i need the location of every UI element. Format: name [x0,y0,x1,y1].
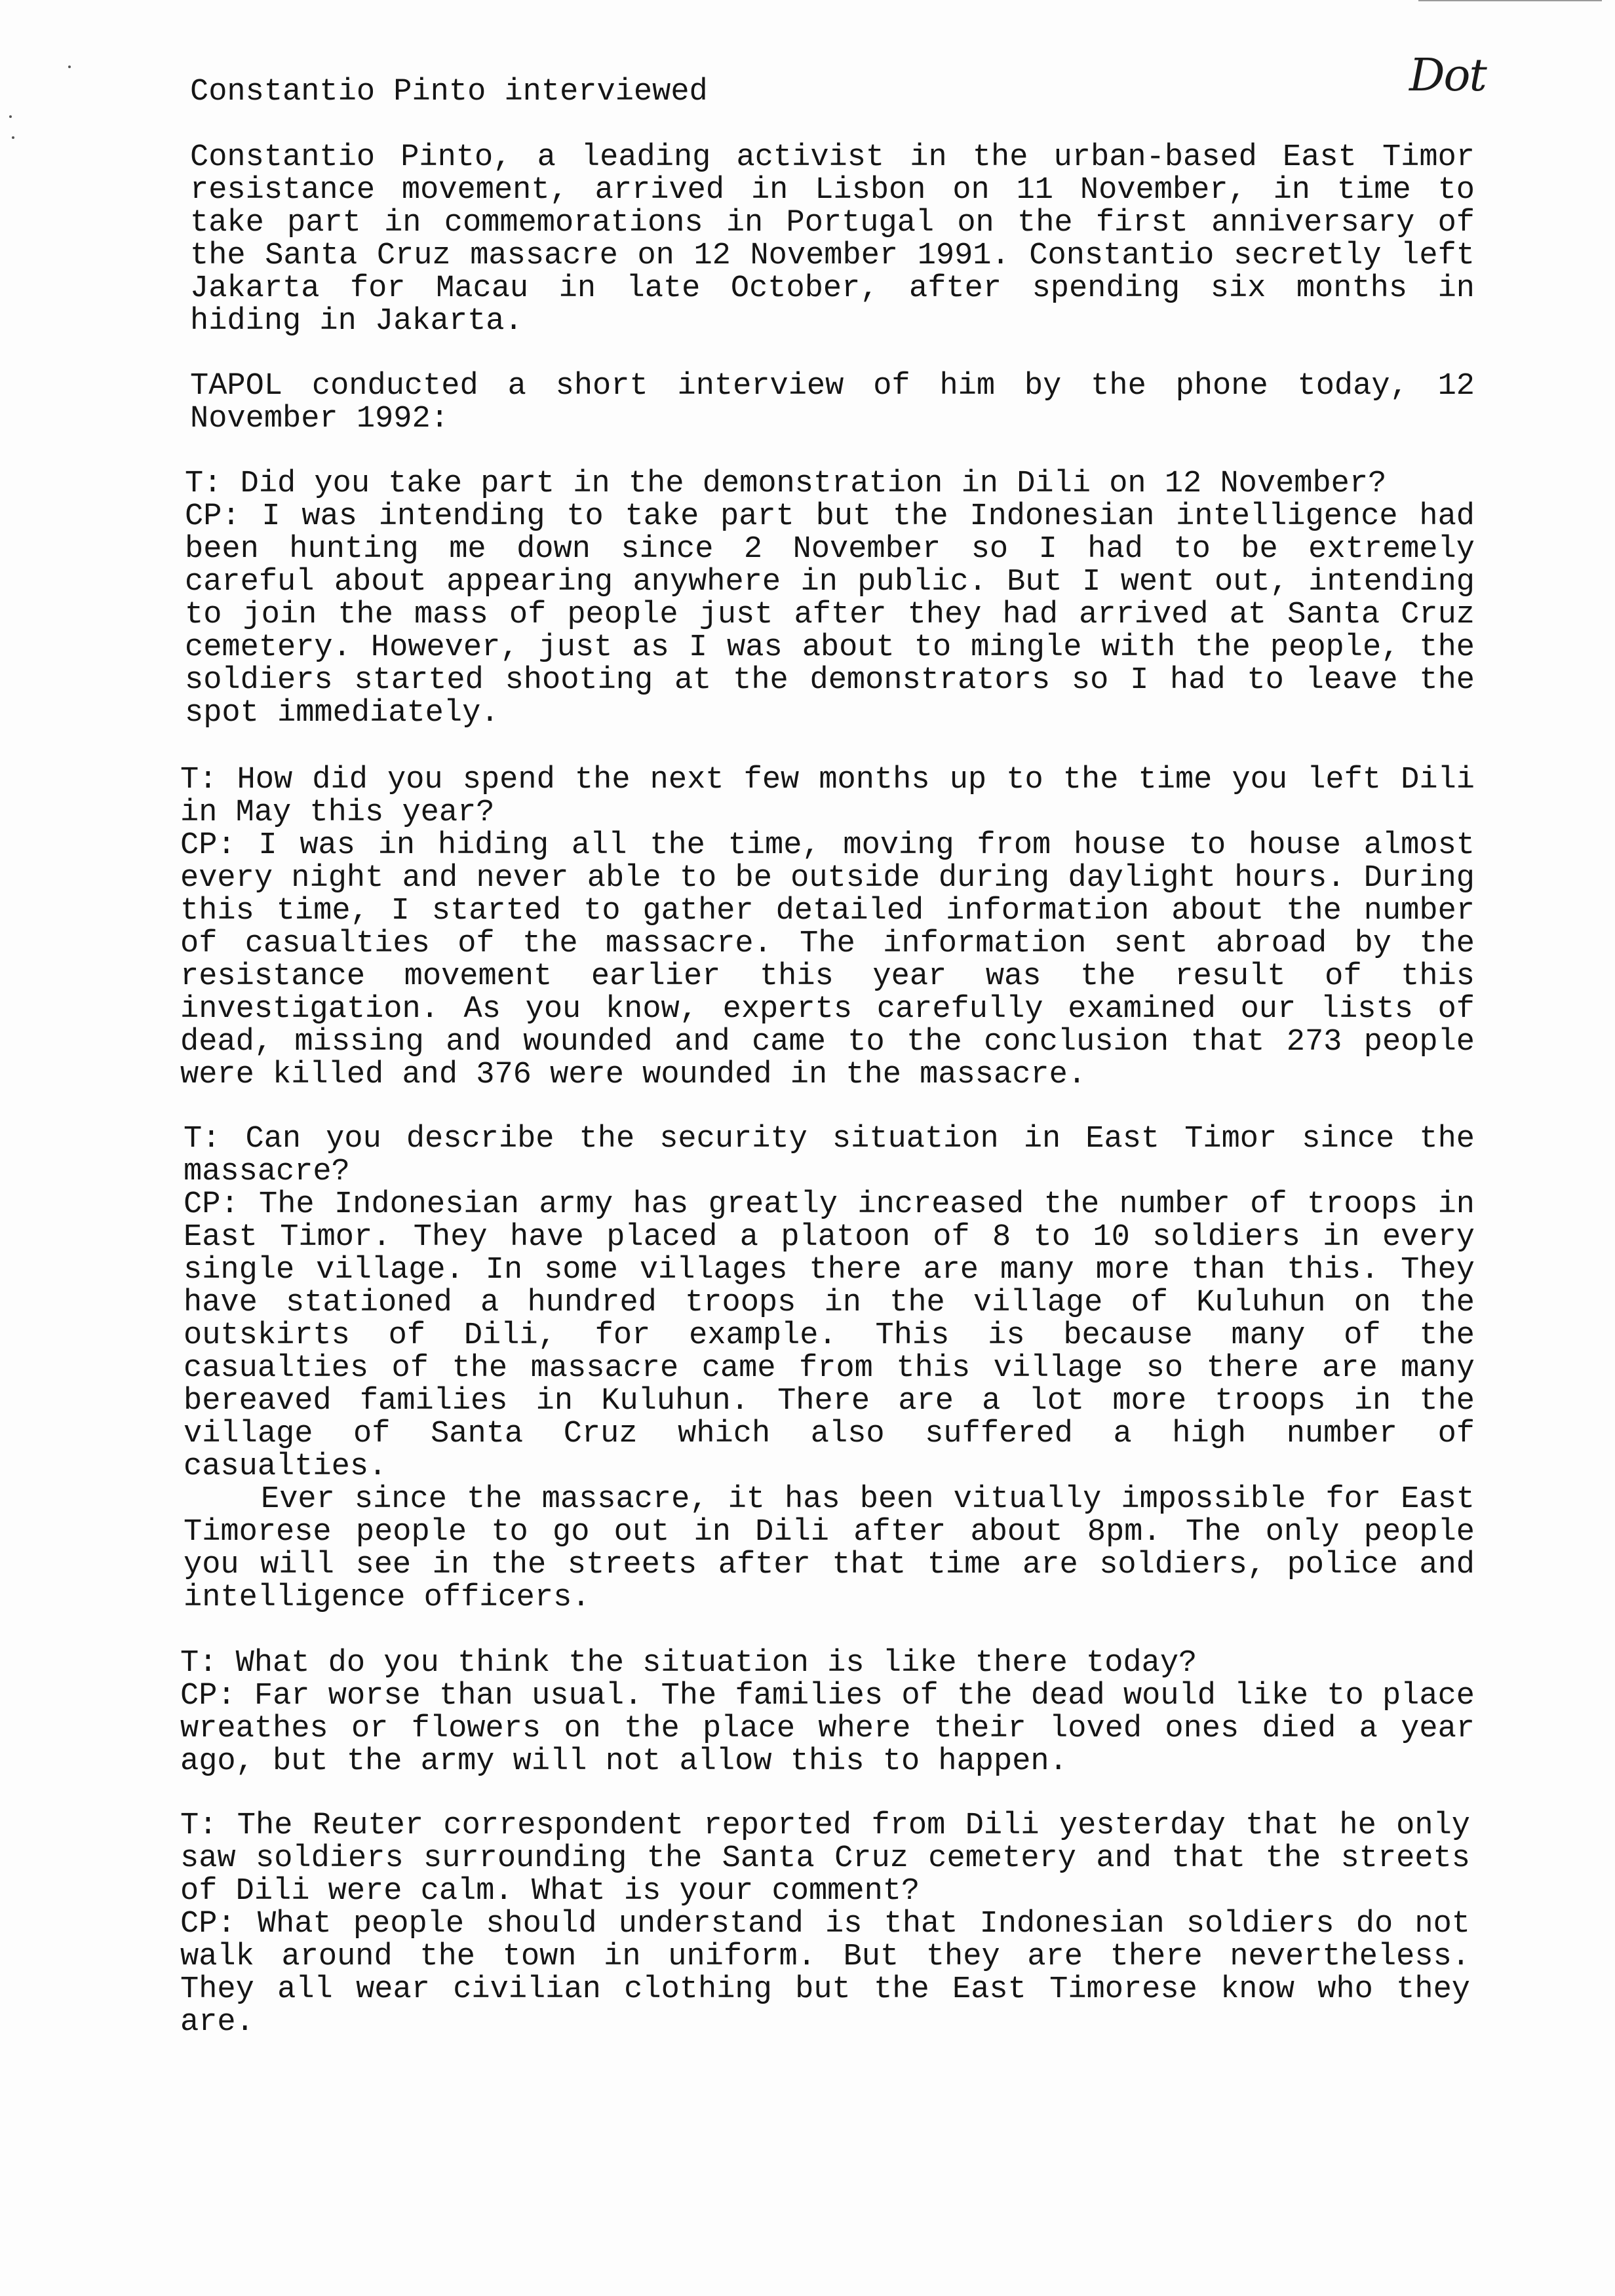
question-text: T: How did you spend the next few months up to the time you left Dili in May this year? [180,763,1475,830]
scan-edge-line [1418,0,1602,1]
document-title: Constantio Pinto interviewed [190,75,708,109]
question-text: T: Can you describe the security situation in East Timor since the massacre? [184,1122,1475,1189]
answer-text: CP: Far worse than usual. The families of the dead would like to place wreathes or flowers on the place where their loved ones died a year ago, but the army will not allow this to happen. [180,1679,1475,1779]
scan-speck [9,115,12,118]
handwritten-note: Dot [1409,50,1486,102]
qa-block [180,1810,1470,2039]
question-text: T: Did you take part in the demonstration in Dili on 12 November? [185,467,1387,501]
qa-block [180,1647,1475,1778]
tapol-text: TAPOL conducted a short interview of him by the phone today, 12 November 1992: [190,369,1475,436]
answer-text: CP: What people should understand is that Indonesian soldiers do not walk around the town in uniform. But they are there nevertheless. They all wear civilian clothing but the East Timorese know who they are. [180,1907,1470,2040]
tapol-paragraph [190,370,1475,436]
question-text: T: The Reuter correspondent reported from Dili yesterday that he only saw soldiers surrounding the Santa Cruz cemetery and that the streets of Dili were calm. What is your comment? [180,1808,1470,1909]
answer-text: CP: The Indonesian army has greatly increased the number of troops in East Timor. They have placed a platoon of 8 to 10 soldiers in every single village. In some villages there are many more than this. They have stationed a hundred troops in the village of Kuluhun on the outskirts of Dili, for example. This is because many of the casualties of the massacre came from this village so there are many bereaved families in Kuluhun. There are a lot more troops in the village of Santa Cruz which also suffered a high number of casualties. [184,1187,1475,1484]
qa-block [180,764,1475,1092]
answer-text: CP: I was intending to take part but the Indonesian intelligence had been hunting me down since 2 November so I had to be extremely careful about appearing anywhere in public. But I went out, intending to join the mass of people just after they had arrived at Santa Cruz cemetery. However, just as I was about to mingle with the people, the soldiers started shooting at the demonstrators so I had to leave the spot immediately. [185,499,1475,731]
qa-block [184,1123,1475,1615]
scan-speck [12,136,14,139]
question-text: T: What do you think the situation is like there today? [180,1646,1197,1681]
intro-paragraph [190,142,1475,338]
answer-text: CP: I was in hiding all the time, moving from house to house almost every night and never able to be outside during daylight hours. During this time, I started to gather detailed information about the number of casualties of the massacre. The information sent abroad by the resistance movement earlier this year was the result of this investigation. As you know, experts carefully examined our lists of dead, missing and wounded and came to the conclusion that 273 people were killed and 376 were wounded in the massacre. [180,828,1475,1092]
qa-block [185,468,1475,730]
scan-speck [68,66,71,68]
intro-text: Constantio Pinto, a leading activist in the urban-based East Timor resistance movement, arrived in Lisbon on 11 November, in time to take part in commemorations in Portugal on the first anniversary of the Santa Cruz massacre on 12 November 1991. Constantio secretly left Jakarta for Macau in late October, after spending six months in hiding in Jakarta. [190,140,1475,339]
answer-continued-text: Ever since the massacre, it has been vitually impossible for East Timorese people to go out in Dili after about 8pm. The only people you will see in the streets after that time are soldiers, police and intelligence officers. [184,1482,1475,1615]
